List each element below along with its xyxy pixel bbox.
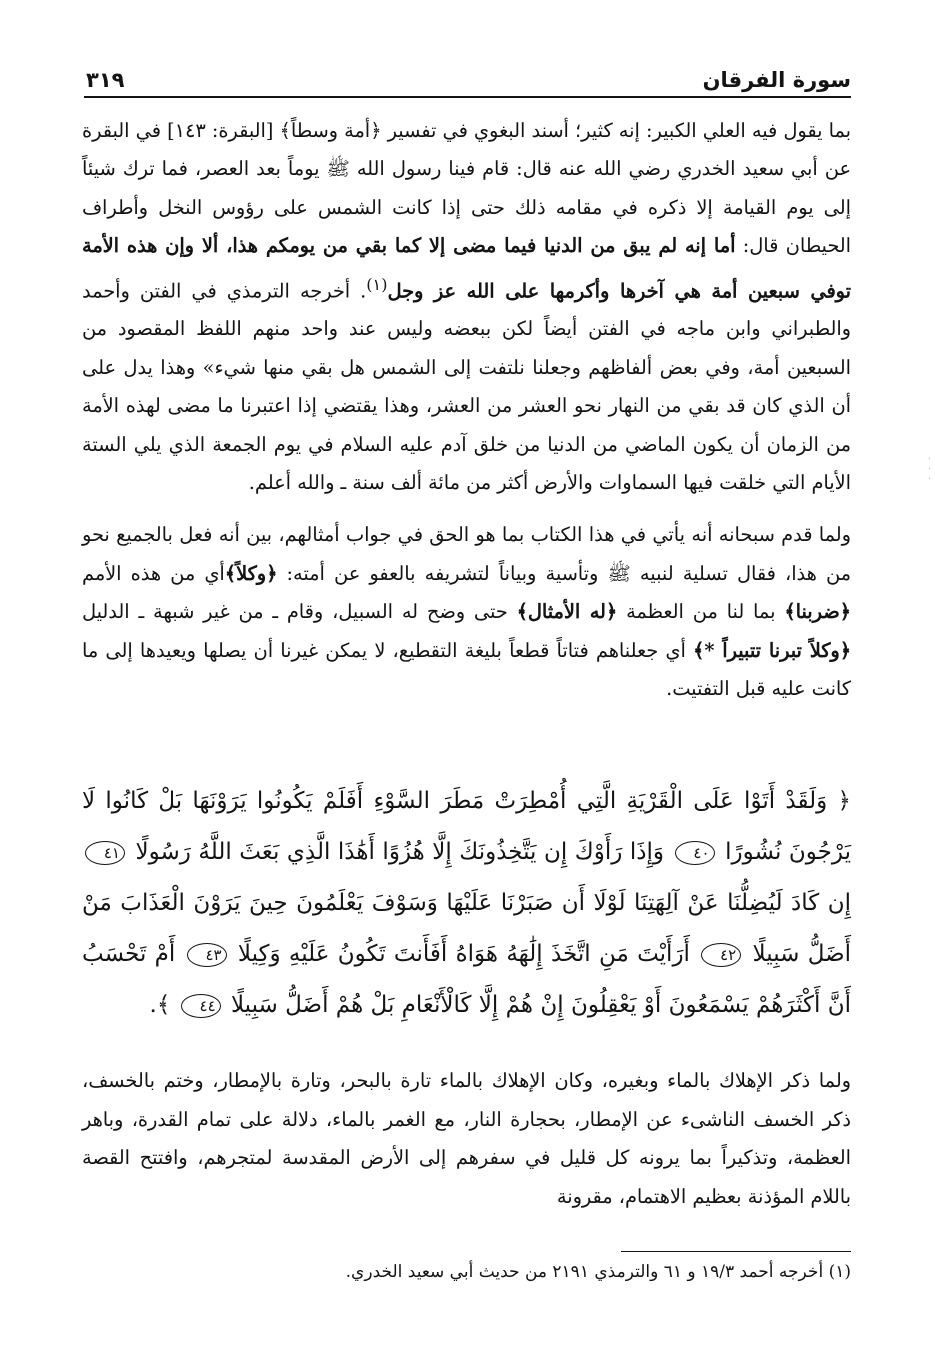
ayah-number-marker: ٤٤ <box>181 994 221 1018</box>
footnote-divider <box>621 1251 851 1252</box>
ornate-bracket-open: ﴿ <box>837 788 852 814</box>
ayah-number-marker: ٤٢ <box>701 943 741 967</box>
quran-quote: ﴿له الأمثال﴾ <box>516 600 618 624</box>
commentary-body <box>82 112 851 709</box>
paragraph-explanation <box>82 516 851 708</box>
paragraph-text: . أخرجه الترمذي في الفتن وأحمد والطبراني وابن ماجه في الفتن أيضاً لكن ببعضه وليس عند واحد منهم اللفظ المقصود من السبعين أمة، وفي بعض ألفاظهم وجعلنا نلتفت إلى الشمس هل بقي منها شيء» وهذا يدل على أن الذي كان قد بقي من النهار نحو العشر من العشر، وهذا يقتضي إذا اعتبرنا ما مضى لهذه الأمة من الزمان أن يكون الماضي من الدنيا من خلق آدم عليه السلام في يوم الجمعة الذي يلي الستة الأيام التي خلقت فيها السماوات والأرض أكثر من مائة ألف سنة ـ والله أعلم. <box>82 279 851 495</box>
surah-title: سورة الفرقان <box>702 68 851 92</box>
verse-text: أَمْ تَحْسَبُ أَنَّ أَكْثَرَهُمْ يَسْمَعُونَ أَوْ يَعْقِلُونَ إِنْ هُمْ إِلَّا كَالْأَنْعَامِ بَلْ هُمْ أَضَلُّ سَبِيلًا <box>82 941 851 1018</box>
quran-quote: ﴿وكلاً تبرنا تتبيراً *﴾ <box>693 638 851 662</box>
header-divider <box>84 96 851 98</box>
page-number: ٣١٩ <box>86 68 125 92</box>
ayah-number-marker: ٤٠ <box>675 841 715 865</box>
footnote-number: (١) <box>828 1262 851 1282</box>
page-header <box>86 52 851 92</box>
ornate-bracket-close: ﴾. <box>149 992 171 1018</box>
quran-quote: ﴿وكلاً﴾ <box>224 561 278 585</box>
paragraph-text: ولما قدم سبحانه أنه يأتي في هذا الكتاب بما هو الحق في جواب أمثالهم، بين أنه فعل بالجميع نحو من هذا، فقال تسلية لنبيه ﷺ وتأسية وبياناً لتشريفه بالعفو عن أمته: <box>82 523 851 585</box>
paragraph-text: حتى وضح له السبيل، وقام ـ من غير شبهة ـ الدليل <box>82 600 517 624</box>
footnote-reference: (١) <box>366 274 388 294</box>
verse-text: إِن كَادَ لَيُضِلُّنَا عَنْ آلِهَتِنَا لَوْلَا أَن صَبَرْنَا عَلَيْهَا وَسَوْفَ يَعْلَمُونَ حِينَ يَرَوْنَ الْعَذَابَ مَنْ أَضَلُّ سَبِيلًا <box>82 890 852 967</box>
ayah-number-marker: ٤١ <box>85 841 125 865</box>
verse-text: أَرَأَيْتَ مَنِ اتَّخَذَ إِلَٰهَهُ هَوَاهُ أَفَأَنتَ تَكُونُ عَلَيْهِ وَكِيلًا <box>237 941 690 967</box>
footnote-text: أخرجه أحمد ١٩/٣ و ٦١ والترمذي ٢١٩١ من حديث أبي سعيد الخدري. <box>345 1262 824 1282</box>
paragraph-text: أي جعلناهم فتاتاً قطعاً بليغة التقطيع، لا يمكن غيرنا أن يصلها ويعيدها إلى ما كانت عليه قبل التفتيت. <box>82 638 851 701</box>
paragraph-text: بما لنا من العظمة <box>617 600 785 624</box>
ayah-number-marker: ٤٣ <box>187 943 227 967</box>
quran-quote: ﴿ضربنا﴾ <box>784 600 851 624</box>
commentary-continued <box>82 1062 851 1216</box>
paragraph-text: بما يقول فيه العلي الكبير: إنه كثير؛ أسند البغوي في تفسير ﴿أمة وسطاً﴾ [البقرة: ١٤٣] في البقرة عن أبي سعيد الخدري رضي الله عنه قال: قام فينا رسول الله ﷺ يوماً بعد العصر، فما ترك شيئاً إلى يوم القيامة إلا ذكره في مقامه ذلك حتى إذا كانت الشمس على رؤوس النخل وأطراف الحيطان قال: <box>82 119 852 258</box>
paragraph-gap <box>82 502 851 516</box>
paragraph-hadith <box>82 112 851 502</box>
paragraph-text: ولما ذكر الإهلاك بالماء وبغيره، وكان الإهلاك بالماء تارة بالبحر، وتارة بالإمطار، وختم بالخسف، ذكر الخسف الناشىء عن الإمطار، بحجارة النار، مع الغمر بالماء، دلالة على تمام القدرة، وباهر العظمة، وتذكيراً بما يرونه كل قليل في سفرهم إلى الأرض المقدسة لمتجرهم، وافتتح القصة باللام المؤذنة بعظيم الاهتمام، مقرونة <box>82 1069 851 1208</box>
paragraph-text: أي من هذه الأمم <box>82 561 225 585</box>
verse-text: وَلَقَدْ أَتَوْا عَلَى الْقَرْيَةِ الَّتِي أُمْطِرَتْ مَطَرَ السَّوْءِ أَفَلَمْ يَكُونُوا يَرَوْنَهَا بَلْ كَانُوا لَا يَرْجُونَ نُشُورًا <box>82 788 851 865</box>
footnote <box>84 1258 851 1286</box>
verse-text: وَإِذَا رَأَوْكَ إِن يَتَّخِذُونَكَ إِلَّا هُزُوًا أَهَٰذَا الَّذِي بَعَثَ اللَّهُ رَسُولًا <box>135 839 665 865</box>
quran-verses <box>82 776 851 1031</box>
scan-edge-mark: · · · <box>927 454 931 485</box>
hadith-quote: أما إنه لم يبق من الدنيا فيما مضى إلا كما بقي من يومكم هذا، ألا وإن هذه الأمة توفي سبعين أمة هي آخرها وأكرمها على الله عز وجل <box>82 234 851 303</box>
